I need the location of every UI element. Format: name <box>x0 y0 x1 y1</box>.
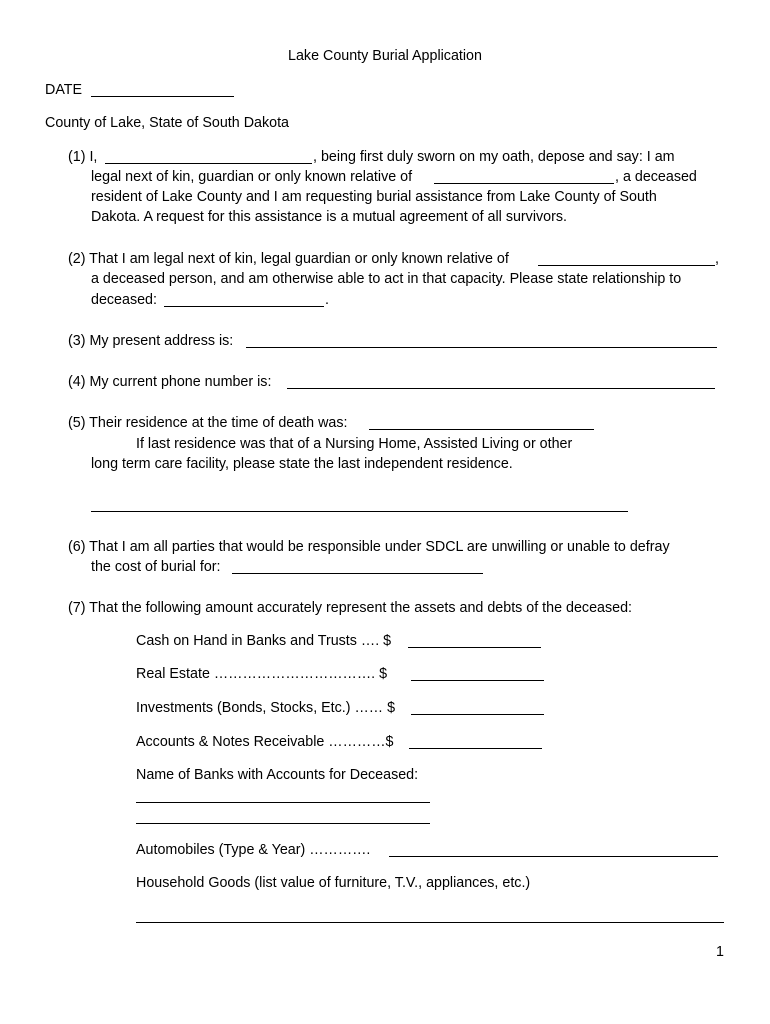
p2-line3-end: . <box>325 292 329 308</box>
asset-cash-field[interactable] <box>408 647 541 648</box>
automobiles-label: Automobiles (Type & Year) …………. <box>136 842 371 858</box>
asset-accounts-label: Accounts & Notes Receivable …………$ <box>136 734 394 750</box>
p6-line2: the cost of burial for: <box>91 559 221 575</box>
deceased-name-field[interactable] <box>434 183 614 184</box>
page-title: Lake County Burial Application <box>288 48 482 64</box>
p6-line1: (6) That I am all parties that would be responsible under SDCL are unwilling or unable to defray <box>68 539 670 555</box>
p3-label: (3) My present address is: <box>68 333 234 349</box>
household-goods-label: Household Goods (list value of furniture, T.V., appliances, etc.) <box>136 875 531 891</box>
page-number: 1 <box>716 944 724 960</box>
death-residence-field[interactable] <box>369 429 594 430</box>
p7-label: (7) That the following amount accurately represent the assets and debts of the deceased: <box>68 600 633 616</box>
p5-line2: If last residence was that of a Nursing Home, Assisted Living or other <box>136 436 573 452</box>
p5-line3: long term care facility, please state the last independent residence. <box>91 456 513 472</box>
asset-accounts-field[interactable] <box>409 748 542 749</box>
date-label: DATE <box>45 82 83 98</box>
county-line: County of Lake, State of South Dakota <box>45 115 289 131</box>
deceased-person-field[interactable] <box>538 265 715 266</box>
p1-line2-start: legal next of kin, guardian or only known relative of <box>91 169 413 185</box>
bank-name-field-1[interactable] <box>136 802 430 803</box>
p2-line1-start: (2) That I am legal next of kin, legal guardian or only known relative of <box>68 251 509 267</box>
p1-line1-end: , being first duly sworn on my oath, depose and say: I am <box>313 149 675 165</box>
p1-line2-end: , a deceased <box>615 169 697 185</box>
asset-investments-field[interactable] <box>411 714 544 715</box>
p1-line4: Dakota. A request for this assistance is a mutual agreement of all survivors. <box>91 209 567 225</box>
asset-real-estate-field[interactable] <box>411 680 544 681</box>
asset-investments-label: Investments (Bonds, Stocks, Etc.) …… $ <box>136 700 396 716</box>
p1-line3: resident of Lake County and I am requesting burial assistance from Lake County of South <box>91 189 657 205</box>
p5-label: (5) Their residence at the time of death was: <box>68 415 348 431</box>
p1-line1-start: (1) I, <box>68 149 98 165</box>
automobiles-field[interactable] <box>389 856 718 857</box>
independent-residence-field[interactable] <box>91 511 628 512</box>
date-field[interactable] <box>91 96 234 97</box>
bank-name-field-2[interactable] <box>136 823 430 824</box>
banks-label: Name of Banks with Accounts for Deceased: <box>136 767 419 783</box>
relationship-field[interactable] <box>164 306 324 307</box>
affiant-name-field[interactable] <box>105 163 312 164</box>
p2-line2: a deceased person, and am otherwise able to act in that capacity. Please state relationship to <box>91 271 682 287</box>
p4-label: (4) My current phone number is: <box>68 374 272 390</box>
household-goods-field[interactable] <box>136 922 724 923</box>
asset-real-estate-label: Real Estate ……………………………. $ <box>136 666 388 682</box>
phone-number-field[interactable] <box>287 388 715 389</box>
p2-line3-start: deceased: <box>91 292 157 308</box>
p2-line1-end: , <box>715 251 719 267</box>
burial-for-field[interactable] <box>232 573 483 574</box>
present-address-field[interactable] <box>246 347 717 348</box>
asset-cash-label: Cash on Hand in Banks and Trusts …. $ <box>136 633 392 649</box>
